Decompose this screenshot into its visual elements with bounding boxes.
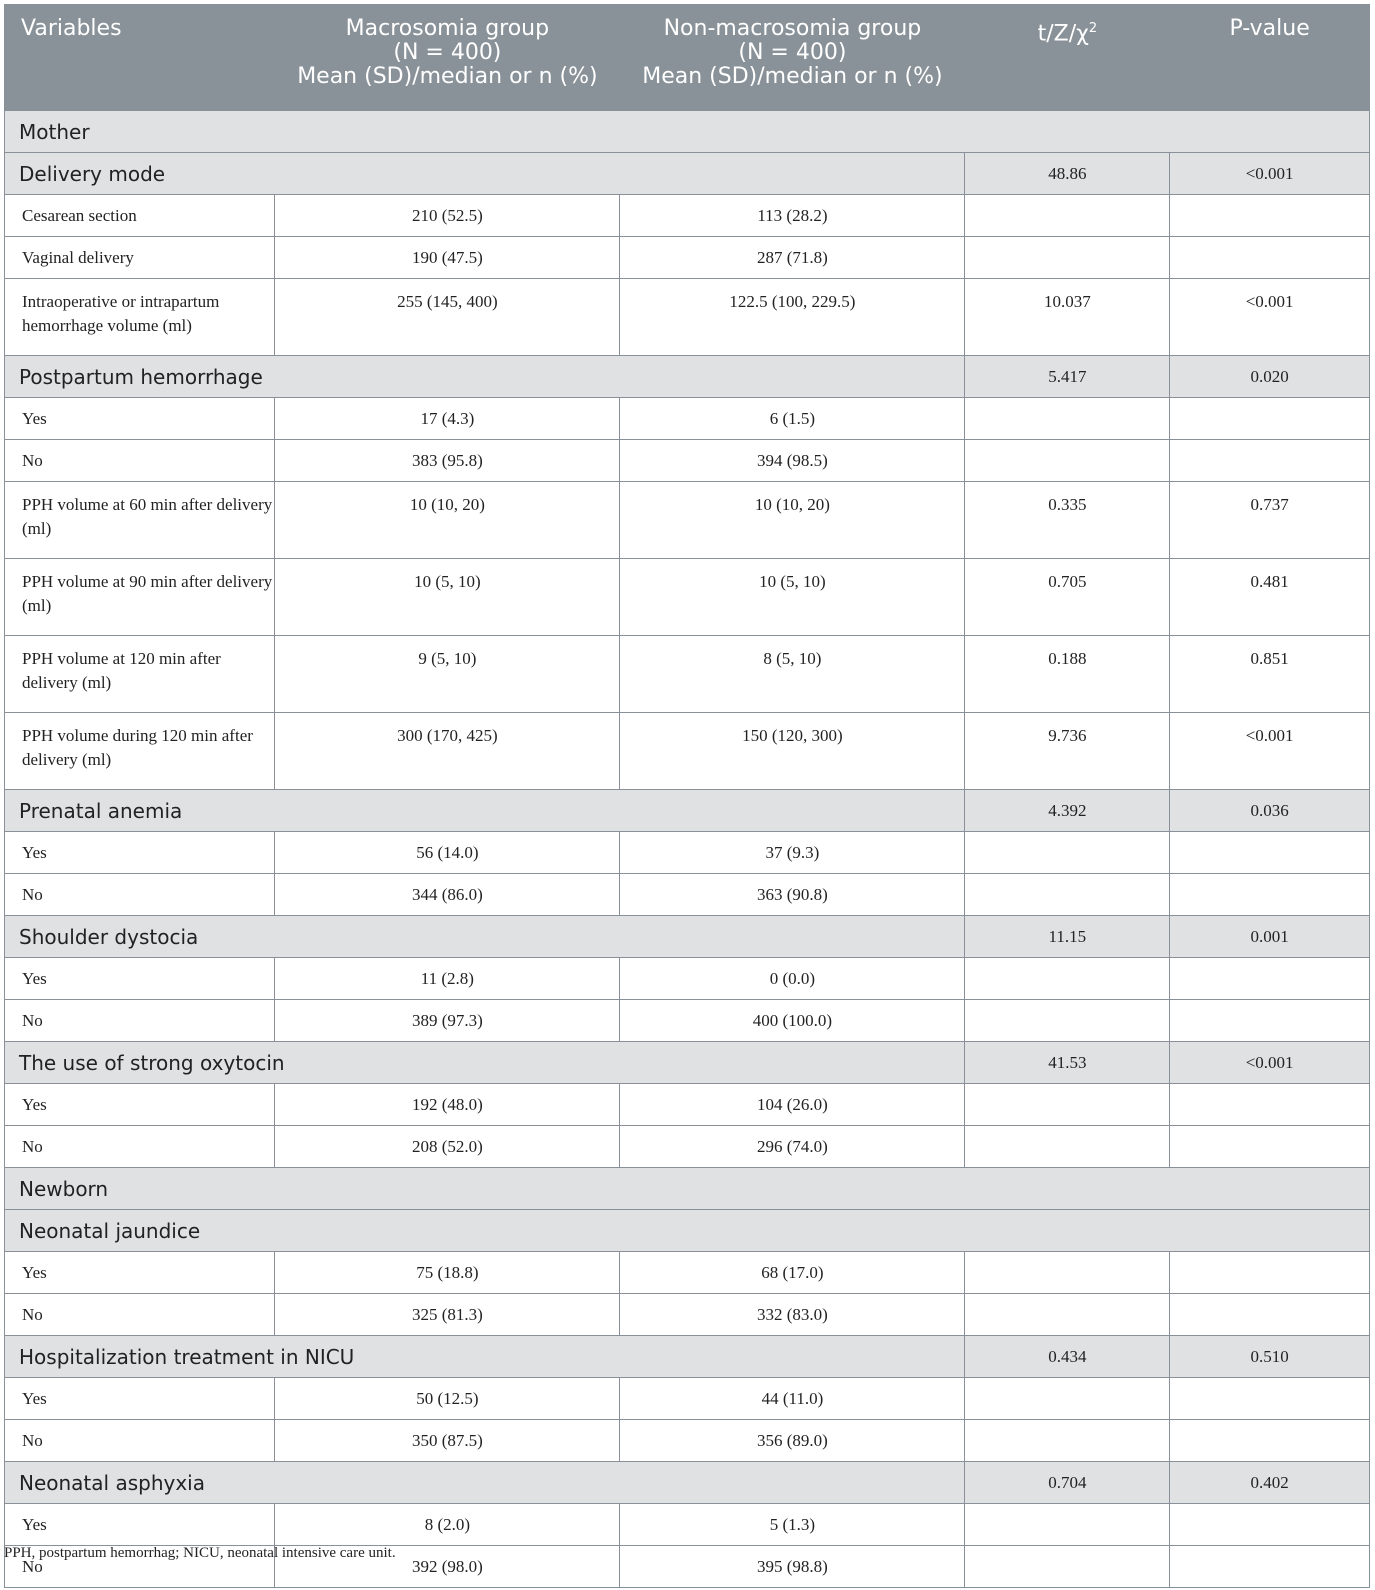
section-statistic: 0.704: [965, 1462, 1170, 1504]
row-label: No: [5, 1420, 275, 1462]
row-non-macrosomia-value: 122.5 (100, 229.5): [620, 279, 965, 356]
row-macrosomia-value: 190 (47.5): [275, 237, 620, 279]
row-non-macrosomia-value: 395 (98.8): [620, 1546, 965, 1588]
row-label: PPH volume at 120 min after delivery (ml): [5, 636, 275, 713]
row-statistic: 0.335: [965, 482, 1170, 559]
header-macrosomia-group: [275, 5, 620, 111]
header-non-macrosomia-group: [620, 5, 965, 111]
section-label: The use of strong oxytocin: [5, 1042, 965, 1084]
row-p-value: [1170, 1126, 1370, 1168]
row-macrosomia-value: 389 (97.3): [275, 1000, 620, 1042]
row-p-value: 0.851: [1170, 636, 1370, 713]
row-statistic: [965, 1420, 1170, 1462]
row-label: No: [5, 1126, 275, 1168]
row-label: PPH volume at 60 min after delivery (ml): [5, 482, 275, 559]
section-label: Prenatal anemia: [5, 790, 965, 832]
row-statistic: [965, 1504, 1170, 1546]
row-statistic: [965, 440, 1170, 482]
row-non-macrosomia-value: 104 (26.0): [620, 1084, 965, 1126]
section-row: [5, 790, 1370, 832]
results-table-container: [4, 4, 1370, 1588]
row-macrosomia-value: 50 (12.5): [275, 1378, 620, 1420]
row-p-value: [1170, 1252, 1370, 1294]
row-macrosomia-value: 17 (4.3): [275, 398, 620, 440]
row-statistic: [965, 1546, 1170, 1588]
row-p-value: [1170, 1294, 1370, 1336]
table-row: [5, 482, 1370, 559]
section-statistic: 48.86: [965, 153, 1170, 195]
row-statistic: 10.037: [965, 279, 1170, 356]
row-non-macrosomia-value: 356 (89.0): [620, 1420, 965, 1462]
row-statistic: [965, 1126, 1170, 1168]
section-statistic: 0.434: [965, 1336, 1170, 1378]
results-table: [4, 4, 1370, 1588]
row-p-value: [1170, 195, 1370, 237]
header-macrosomia-line1: Macrosomia group: [345, 16, 550, 41]
table-header-row: [5, 5, 1370, 111]
header-test-statistic: [965, 5, 1170, 111]
row-p-value: [1170, 1504, 1370, 1546]
row-label: Yes: [5, 1504, 275, 1546]
row-statistic: [965, 1084, 1170, 1126]
row-statistic: [965, 1294, 1170, 1336]
row-p-value: [1170, 874, 1370, 916]
section-p-value: 0.036: [1170, 790, 1370, 832]
header-test-statistic-sup: 2: [1088, 21, 1098, 36]
table-row: [5, 398, 1370, 440]
row-p-value: [1170, 1420, 1370, 1462]
section-label: Neonatal asphyxia: [5, 1462, 965, 1504]
table-row: [5, 832, 1370, 874]
section-row: [5, 1462, 1370, 1504]
header-non-macrosomia-line1: Non-macrosomia group: [663, 16, 922, 41]
row-macrosomia-value: 392 (98.0): [275, 1546, 620, 1588]
row-p-value: [1170, 1546, 1370, 1588]
table-row: [5, 713, 1370, 790]
row-label: No: [5, 874, 275, 916]
table-row: [5, 1126, 1370, 1168]
section-label: Newborn: [5, 1168, 1370, 1210]
row-non-macrosomia-value: 394 (98.5): [620, 440, 965, 482]
section-p-value: <0.001: [1170, 153, 1370, 195]
row-p-value: [1170, 958, 1370, 1000]
table-row: [5, 636, 1370, 713]
row-non-macrosomia-value: 287 (71.8): [620, 237, 965, 279]
table-row: [5, 195, 1370, 237]
row-macrosomia-value: 8 (2.0): [275, 1504, 620, 1546]
section-statistic: 4.392: [965, 790, 1170, 832]
row-p-value: <0.001: [1170, 713, 1370, 790]
row-label: Yes: [5, 832, 275, 874]
row-macrosomia-value: 10 (5, 10): [275, 559, 620, 636]
row-macrosomia-value: 210 (52.5): [275, 195, 620, 237]
section-label: Postpartum hemorrhage: [5, 356, 965, 398]
header-test-statistic-text: t/Z/χ: [1037, 21, 1089, 47]
section-row: [5, 1210, 1370, 1252]
row-statistic: [965, 1378, 1170, 1420]
table-row: [5, 1252, 1370, 1294]
row-label: Yes: [5, 398, 275, 440]
table-row: [5, 958, 1370, 1000]
row-p-value: [1170, 440, 1370, 482]
row-non-macrosomia-value: 0 (0.0): [620, 958, 965, 1000]
section-row: [5, 111, 1370, 153]
row-p-value: [1170, 832, 1370, 874]
row-macrosomia-value: 383 (95.8): [275, 440, 620, 482]
section-p-value: 0.020: [1170, 356, 1370, 398]
section-label: Hospitalization treatment in NICU: [5, 1336, 965, 1378]
row-non-macrosomia-value: 10 (10, 20): [620, 482, 965, 559]
row-non-macrosomia-value: 44 (11.0): [620, 1378, 965, 1420]
row-statistic: [965, 398, 1170, 440]
row-label: PPH volume during 120 min after delivery (ml): [5, 713, 275, 790]
row-label: Yes: [5, 1378, 275, 1420]
section-row: [5, 356, 1370, 398]
table-row: [5, 559, 1370, 636]
row-non-macrosomia-value: 68 (17.0): [620, 1252, 965, 1294]
table-row: [5, 1294, 1370, 1336]
row-label: Cesarean section: [5, 195, 275, 237]
row-non-macrosomia-value: 10 (5, 10): [620, 559, 965, 636]
section-p-value: 0.510: [1170, 1336, 1370, 1378]
header-p-value: P-value: [1170, 5, 1370, 111]
row-non-macrosomia-value: 332 (83.0): [620, 1294, 965, 1336]
row-macrosomia-value: 255 (145, 400): [275, 279, 620, 356]
row-macrosomia-value: 11 (2.8): [275, 958, 620, 1000]
row-statistic: [965, 1252, 1170, 1294]
table-row: [5, 1420, 1370, 1462]
row-label: Yes: [5, 958, 275, 1000]
section-row: [5, 916, 1370, 958]
row-macrosomia-value: 192 (48.0): [275, 1084, 620, 1126]
section-p-value: 0.001: [1170, 916, 1370, 958]
row-non-macrosomia-value: 150 (120, 300): [620, 713, 965, 790]
row-non-macrosomia-value: 5 (1.3): [620, 1504, 965, 1546]
table-footnote: PPH, postpartum hemorrhag; NICU, neonatal intensive care unit.: [4, 1545, 396, 1561]
section-statistic: 11.15: [965, 916, 1170, 958]
row-p-value: <0.001: [1170, 279, 1370, 356]
row-label: No: [5, 1294, 275, 1336]
section-row: [5, 153, 1370, 195]
row-non-macrosomia-value: 37 (9.3): [620, 832, 965, 874]
table-row: [5, 279, 1370, 356]
row-label: Yes: [5, 1252, 275, 1294]
row-non-macrosomia-value: 363 (90.8): [620, 874, 965, 916]
table-row: [5, 1504, 1370, 1546]
section-statistic: 5.417: [965, 356, 1170, 398]
row-non-macrosomia-value: 113 (28.2): [620, 195, 965, 237]
row-label: PPH volume at 90 min after delivery (ml): [5, 559, 275, 636]
header-variables: Variables: [5, 5, 275, 111]
row-non-macrosomia-value: 400 (100.0): [620, 1000, 965, 1042]
section-label: Shoulder dystocia: [5, 916, 965, 958]
section-p-value: 0.402: [1170, 1462, 1370, 1504]
table-row: [5, 874, 1370, 916]
row-p-value: 0.481: [1170, 559, 1370, 636]
header-non-macrosomia-line2: (N = 400): [738, 40, 847, 65]
row-label: No: [5, 1000, 275, 1042]
row-macrosomia-value: 56 (14.0): [275, 832, 620, 874]
table-body: [5, 111, 1370, 1588]
section-row: [5, 1336, 1370, 1378]
section-label: Delivery mode: [5, 153, 965, 195]
row-macrosomia-value: 10 (10, 20): [275, 482, 620, 559]
table-row: [5, 1084, 1370, 1126]
row-macrosomia-value: 75 (18.8): [275, 1252, 620, 1294]
section-p-value: <0.001: [1170, 1042, 1370, 1084]
row-p-value: [1170, 1378, 1370, 1420]
row-statistic: 9.736: [965, 713, 1170, 790]
row-statistic: [965, 1000, 1170, 1042]
row-macrosomia-value: 300 (170, 425): [275, 713, 620, 790]
table-row: [5, 237, 1370, 279]
row-statistic: [965, 874, 1170, 916]
row-non-macrosomia-value: 8 (5, 10): [620, 636, 965, 713]
row-label: No: [5, 1546, 275, 1588]
row-macrosomia-value: 350 (87.5): [275, 1420, 620, 1462]
row-statistic: 0.188: [965, 636, 1170, 713]
table-row: [5, 1000, 1370, 1042]
row-statistic: [965, 237, 1170, 279]
row-statistic: [965, 958, 1170, 1000]
section-row: [5, 1042, 1370, 1084]
row-statistic: 0.705: [965, 559, 1170, 636]
section-statistic: 41.53: [965, 1042, 1170, 1084]
row-non-macrosomia-value: 296 (74.0): [620, 1126, 965, 1168]
row-statistic: [965, 832, 1170, 874]
row-label: No: [5, 440, 275, 482]
row-p-value: [1170, 1084, 1370, 1126]
row-p-value: [1170, 398, 1370, 440]
table-row: [5, 440, 1370, 482]
header-macrosomia-line3: Mean (SD)/median or n (%): [297, 64, 598, 89]
row-macrosomia-value: 208 (52.0): [275, 1126, 620, 1168]
row-macrosomia-value: 325 (81.3): [275, 1294, 620, 1336]
row-label: Vaginal delivery: [5, 237, 275, 279]
row-macrosomia-value: 9 (5, 10): [275, 636, 620, 713]
table-row: [5, 1378, 1370, 1420]
section-row: [5, 1168, 1370, 1210]
header-macrosomia-line2: (N = 400): [393, 40, 502, 65]
section-label: Mother: [5, 111, 1370, 153]
row-p-value: 0.737: [1170, 482, 1370, 559]
row-non-macrosomia-value: 6 (1.5): [620, 398, 965, 440]
section-label: Neonatal jaundice: [5, 1210, 1370, 1252]
row-label: Yes: [5, 1084, 275, 1126]
row-p-value: [1170, 237, 1370, 279]
row-label: Intraoperative or intrapartum hemorrhage volume (ml): [5, 279, 275, 356]
row-statistic: [965, 195, 1170, 237]
header-non-macrosomia-line3: Mean (SD)/median or n (%): [642, 64, 943, 89]
row-p-value: [1170, 1000, 1370, 1042]
row-macrosomia-value: 344 (86.0): [275, 874, 620, 916]
